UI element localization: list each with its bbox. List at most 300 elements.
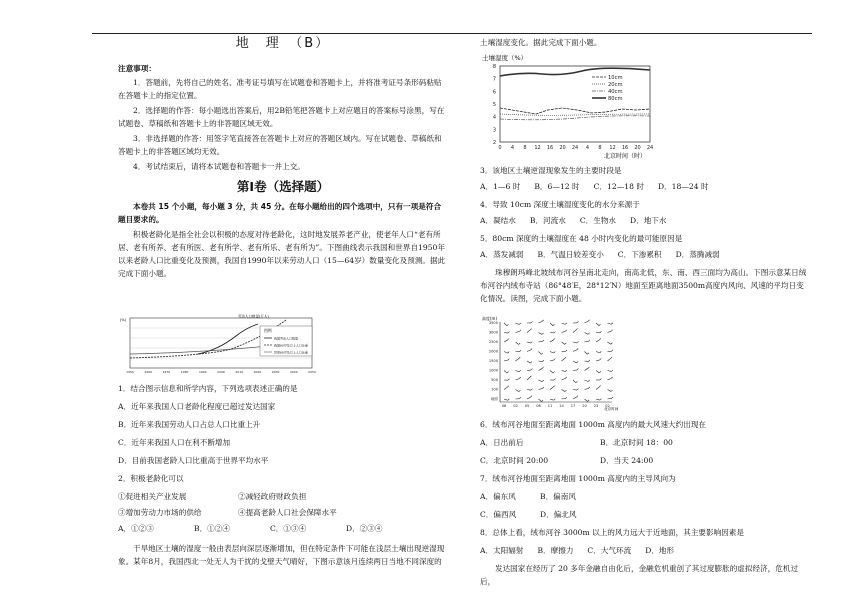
- q1-stem: 1．结合图示信息和所学内容，下列选项表述正确的是: [118, 384, 298, 393]
- wind-barb-flag: [600, 358, 602, 360]
- wind-barb: [527, 342, 531, 343]
- wind-barb: [504, 360, 508, 361]
- passage-3: 珠穆朗玛峰北坡绒布河谷呈南北走向，南高北低，东、南、西三面均为高山。下图示意某日绒布河谷内绒布寺站（86°48′E，28°12′N）地面至距离地面3500m高度内风向、风速的平均日变化情况。读图，完成下面小题。: [480, 268, 807, 303]
- wind-barb-flag: [530, 362, 532, 364]
- notice-item-3: 3．非选择题的作答：用签字笔直接答在答题卡上对应的答题区域内。写在试题卷、草稿纸和答题卡上的非答题区域均无效。: [118, 134, 442, 156]
- wind-barb-flag: [553, 386, 555, 388]
- wind-barb: [550, 360, 554, 361]
- q4-stem: 4．导致 10cm 深度土壤湿度变化的水分来源于: [480, 200, 640, 209]
- chart2-y-tick: 3: [492, 127, 496, 134]
- chart1-legend-1: 我国60岁及以上人口比重: [274, 343, 308, 348]
- q3-stem: 3．该地区土壤逆湿现象发生的主要时段是: [480, 166, 622, 175]
- chart2-y-tick: 6: [492, 89, 496, 96]
- chart2-x-tick: 4: [585, 145, 590, 151]
- wind-barb: [562, 331, 566, 332]
- wind-barb-flag: [542, 367, 544, 369]
- chart3-y-tick: 2000: [488, 349, 498, 354]
- wind-barb-flag: [611, 330, 613, 332]
- wind-barb: [504, 399, 508, 400]
- chart1-x-tick: 2020: [253, 370, 262, 374]
- wind-barb: [608, 323, 612, 324]
- q2-options: [118, 522, 448, 535]
- chart3-y-tick: 3500: [488, 321, 498, 325]
- chart2-x-tick: 12: [609, 145, 616, 151]
- wind-barb-flag: [588, 333, 590, 335]
- chart2-series-20cm: [500, 114, 650, 115]
- chart2-legend-80cm: 80cm: [608, 96, 623, 102]
- wind-barb-flag: [599, 324, 601, 326]
- wind-barb: [527, 377, 530, 380]
- chart1-x-tick: 2000: [217, 370, 225, 374]
- chart3-y-tick: 100: [491, 387, 498, 392]
- chart3-y-tick: 1500: [488, 359, 498, 363]
- wind-barb-flag: [565, 377, 567, 379]
- wind-barb: [527, 350, 531, 351]
- wind-barb-flag: [577, 348, 579, 350]
- wind-barb: [585, 380, 589, 381]
- wind-barb-flag: [577, 341, 579, 343]
- chart1-ylabel: (%): [120, 318, 127, 322]
- q4-option-a: A．凝结水: [480, 216, 516, 225]
- wind-barb-flag: [542, 320, 544, 322]
- wind-barb-flag: [587, 353, 589, 355]
- chart1-x-tick: 1970: [162, 370, 171, 374]
- chart1-x-tick: 2040: [289, 370, 298, 374]
- chart2-series-10cm: [500, 108, 650, 114]
- chart3-xlabel: 北京时间: [604, 407, 619, 411]
- wind-barb-flag: [519, 343, 521, 345]
- wind-barb-flag: [611, 370, 613, 372]
- wind-barb-flag: [507, 386, 509, 388]
- wind-barb-flag: [519, 323, 521, 325]
- wind-barb-flag: [542, 360, 544, 362]
- passage-1: 积极老龄化是指全社会以积极的态度对待老龄化，这时地发展养老产业，使老年人口“老有所居、老有所养、老有所医、老有所学、老有所乐、老有所为”。下图曲线表示我国和世界自1950年以来老龄人口比重变化及预测，我国自1990年以来劳动人口（15—64岁）数量变化及预测。据此完成下面小题。: [118, 230, 446, 278]
- wind-barb: [516, 379, 520, 380]
- q6-options-row1: [480, 436, 810, 449]
- q8-option-a: A．太阳辐射: [480, 546, 524, 555]
- section-title: 第Ⅰ卷（选择题）: [236, 179, 330, 194]
- q1-option-c: C．近年来我国人口在利不断增加: [118, 438, 231, 447]
- q5-option-c: C．下渗累积: [617, 250, 662, 259]
- wind-barb-flag: [588, 360, 590, 362]
- wind-barb-flag: [553, 324, 555, 326]
- wind-barb-flag: [611, 390, 613, 392]
- wind-barb-flag: [588, 387, 590, 389]
- wind-barb-flag: [542, 380, 544, 382]
- q7-options-row2: [480, 508, 810, 521]
- wind-barb: [504, 352, 508, 354]
- q7-option-a: A．偏东风: [480, 492, 516, 501]
- chart2-xlabel: 北京时间（时）: [604, 153, 647, 160]
- wind-barb-flag: [508, 379, 510, 381]
- wind-barb: [585, 341, 589, 342]
- chart3-x-tick: 14: [559, 404, 564, 408]
- chart1-legend-2: 世界60岁及以上人口比重: [274, 350, 308, 355]
- wind-barb-flag: [508, 359, 510, 361]
- wind-barb: [596, 387, 599, 389]
- chart2-legend-10cm: 10cm: [608, 75, 623, 81]
- passage-4: 发达国家在经历了 20 多年金融自由化后，金融危机重创了其过度膨胀的虚拟经济，危机过后，: [480, 564, 799, 586]
- chart1-x-tick: 1980: [180, 370, 189, 374]
- chart2-x-tick: 16: [546, 145, 554, 151]
- chart1-legend-title: 图例: [264, 328, 272, 333]
- chart3-x-tick: 11: [547, 404, 553, 408]
- wind-barb: [539, 341, 543, 342]
- wind-barb: [608, 371, 612, 372]
- wind-barb-flag: [519, 377, 521, 379]
- wind-barb-flag: [611, 350, 613, 352]
- q5-option-d: D．蒸腾减弱: [675, 250, 720, 259]
- wind-barb-flag: [531, 342, 533, 344]
- wind-barb-flag: [519, 370, 521, 372]
- wind-barb: [550, 399, 554, 400]
- wind-barb-flag: [507, 372, 509, 374]
- wind-barb-flag: [531, 396, 533, 398]
- wind-barb: [562, 379, 566, 380]
- chart2-y-tick: 7: [492, 76, 496, 83]
- wind-barb: [539, 333, 542, 335]
- chart2-x-tick: 24: [571, 145, 579, 151]
- q6-option-d: D．当天 24:00: [600, 456, 654, 465]
- chart2-ylabel: 土壤湿度（%）: [482, 54, 528, 62]
- wind-barb-flag: [554, 358, 556, 360]
- wind-barb-flag: [611, 323, 613, 325]
- wind-barb-flag: [553, 338, 555, 340]
- wind-barb-flag: [565, 390, 567, 392]
- wind-barb: [516, 371, 520, 372]
- wind-barb-flag: [588, 367, 590, 369]
- wind-barb-flag: [554, 351, 556, 353]
- q3-option-d: D．18—24 时: [657, 182, 709, 191]
- wind-barb: [608, 331, 612, 332]
- wind-barb: [539, 321, 543, 323]
- wind-barb: [585, 333, 589, 335]
- q6-option-b: B．北京时间 18：00: [600, 438, 673, 447]
- q4-option-d: D．地下水: [630, 216, 667, 225]
- wind-barb-flag: [519, 397, 521, 399]
- wind-barb: [539, 352, 542, 355]
- wind-barb: [608, 378, 612, 380]
- q1-option-a: A．近年来我国人口老龄化程度已超过发达国家: [118, 402, 276, 411]
- chart1-x-tick: 1960: [144, 370, 153, 374]
- q6-option-c: C．北京时间 20:00: [480, 456, 549, 465]
- chart3-x-tick: 05: [524, 404, 530, 408]
- notice-heading: 注意事项：: [118, 64, 156, 73]
- wind-barb-flag: [531, 349, 533, 351]
- chart1-x-tick: 2030: [271, 370, 280, 374]
- chart3-ylabel: 高度(m): [482, 316, 498, 321]
- wind-barb-flag: [531, 389, 533, 391]
- wind-barb: [585, 388, 589, 389]
- chart2-x-tick: 0: [498, 145, 502, 151]
- wind-barb-flag: [600, 378, 602, 380]
- wind-barb-flag: [576, 381, 578, 383]
- wind-barb: [527, 397, 531, 399]
- wind-barb-flag: [554, 379, 556, 381]
- chart1-top-label: 劳动人口数量(万人): [238, 314, 269, 319]
- wind-barb: [562, 359, 565, 361]
- q6-option-a: A．日出前后: [480, 438, 524, 447]
- wind-barb: [562, 371, 566, 372]
- wind-barb: [573, 342, 577, 343]
- wind-barb-flag: [531, 321, 533, 323]
- wind-barb-flag: [554, 331, 556, 333]
- chart3-y-tick: 1000: [488, 368, 498, 373]
- wind-barb: [504, 340, 507, 342]
- wind-barb-flag: [530, 376, 532, 378]
- chart2-series-80cm: [500, 68, 650, 76]
- wind-barb-flag: [519, 350, 521, 352]
- wind-barb-flag: [588, 340, 590, 342]
- wind-barb: [562, 390, 565, 392]
- q7-stem: 7．绒布河谷地面至距离地面 1000m 高度内的主导风向为: [480, 474, 676, 483]
- wind-barb: [608, 398, 612, 399]
- wind-barb: [585, 321, 589, 323]
- q2-item-2: ②减轻政府财政负担: [238, 492, 307, 501]
- chart2-y-tick: 5: [492, 101, 496, 108]
- wind-barb: [516, 359, 519, 361]
- passage-2: 干旱地区土壤的湿度一般由表层向深层逐渐增加，但在特定条件下可能在浅层土壤出现逆湿现象。某年8月，我国西北一处无人为干扰的戈壁天气晴好，下图示意该月连续两日当地不同深度的: [118, 544, 445, 566]
- wind-barb-flag: [542, 333, 544, 335]
- chart3-y-tick: 3000: [488, 330, 498, 335]
- wind-barb-flag: [565, 370, 567, 372]
- chart1-x-tick: 2050: [308, 370, 316, 374]
- q2-item-4: ④提高老龄人口社会保障水平: [238, 508, 337, 517]
- section-intro: 本卷共 15 个小题，每小题 3 分，共 45 分。在每小题给出的四个选项中，只有一项是符合题目要求的。: [118, 202, 442, 224]
- wind-barb-flag: [599, 338, 601, 340]
- wind-barb: [585, 368, 588, 370]
- wind-barb-flag: [588, 380, 590, 382]
- wind-barb-flag: [507, 339, 509, 341]
- wind-barb: [573, 397, 576, 399]
- wind-barb: [596, 371, 599, 373]
- wind-barb-flag: [611, 343, 613, 345]
- wind-barb: [608, 358, 611, 361]
- soil-moisture-chart: [482, 52, 662, 160]
- q7-option-c: C．偏西风: [480, 510, 517, 519]
- wind-barb-flag: [508, 352, 510, 354]
- wind-barb-flag: [554, 399, 556, 401]
- wind-barb: [596, 352, 600, 353]
- wind-barb: [550, 387, 553, 389]
- wind-barb-flag: [577, 368, 579, 370]
- wind-barb-flag: [541, 353, 543, 355]
- wind-barb: [573, 390, 577, 391]
- q5-stem: 5．80cm 深度的土壤湿度在 48 小时内变化的最可能原因是: [480, 234, 683, 243]
- q3-option-a: A．1—6 时: [480, 182, 521, 191]
- q6-stem: 6．绒布河谷地面至距离地面 1000m 高度内的最大风速大约出现在: [480, 420, 707, 429]
- chart2-x-tick: 20: [559, 145, 566, 151]
- q7-options-row1: [480, 490, 810, 503]
- q2-option-d: D．②③④: [346, 524, 383, 533]
- chart3-x-tick: 17: [570, 404, 576, 408]
- notice-item-2: 2．选择题的作答：每小题选出答案后，用2B铅笔把答题卡上对应题目的答案标号涂黑，写在试题卷、草稿纸和答题卡上的非答题区域无效。: [118, 106, 445, 128]
- wind-barb: [573, 350, 577, 352]
- page-title: 地 理 （B）: [235, 36, 331, 51]
- wind-barb: [539, 369, 542, 371]
- wind-barb-flag: [611, 397, 613, 399]
- q4-option-b: B．河流水: [529, 216, 566, 225]
- chart2-x-tick: 24: [646, 145, 654, 151]
- q5-options: [480, 248, 810, 261]
- wind-barb-flag: [519, 390, 521, 392]
- q7-option-b: B．偏南风: [540, 492, 576, 501]
- chart3-x-tick: 23: [593, 404, 599, 408]
- wind-barb: [516, 390, 519, 392]
- chart2-x-tick: 20: [634, 145, 641, 151]
- chart3-y-tick: 地面: [490, 397, 498, 401]
- q2-option-c: C．①③④: [270, 524, 307, 533]
- wind-barb-flag: [542, 340, 544, 342]
- wind-barb: [527, 390, 531, 391]
- chart2-x-tick: 12: [534, 145, 541, 151]
- chart2-x-tick: 4: [510, 145, 515, 151]
- aging-chart: [118, 314, 323, 376]
- chart2-x-tick: 8: [523, 145, 527, 151]
- wind-barb-flag: [519, 330, 521, 332]
- wind-barb: [527, 361, 530, 363]
- wind-barb-flag: [565, 357, 567, 359]
- q8-option-b: B．摩擦力: [537, 546, 574, 555]
- chart2-y-tick: 8: [492, 63, 496, 70]
- wind-barb: [516, 342, 519, 344]
- wind-barb: [516, 323, 520, 324]
- chart3-x-tick: 08: [536, 404, 541, 408]
- wind-barb-flag: [577, 321, 579, 323]
- wind-barb-flag: [611, 377, 613, 379]
- wind-barb: [596, 340, 599, 342]
- chart2-y-tick: 4: [492, 114, 496, 121]
- chart3-x-tick: 20: [582, 404, 587, 408]
- wind-barb-flag: [530, 329, 532, 331]
- wind-barb-flag: [565, 350, 567, 352]
- chart3-y-tick: 2500: [488, 340, 498, 344]
- q8-option-c: C．大气环流: [587, 546, 632, 555]
- wind-barb: [550, 323, 553, 326]
- q8-option-d: D．地形: [645, 546, 675, 555]
- chart3-x-tick: 08: [501, 404, 507, 408]
- wind-chart: [482, 314, 632, 414]
- wind-barb-flag: [576, 361, 578, 363]
- chart2-legend-40cm: 40cm: [608, 89, 623, 95]
- wind-barb-flag: [553, 371, 555, 373]
- wind-barb: [539, 361, 543, 362]
- wind-barb-flag: [508, 332, 510, 334]
- q5-option-a: A．蒸发减弱: [480, 250, 524, 259]
- wind-barb-flag: [531, 369, 533, 371]
- notice-item-1: 1．答题前，先将自己的姓名、准考证号填写在试题卷和答题卡上，并将准考证号条形码粘贴在答题卡上的指定位置。: [118, 78, 442, 100]
- q2-option-a: A．①②③: [118, 524, 154, 533]
- wind-barb: [573, 370, 577, 371]
- chart2-x-tick: 8: [598, 145, 602, 151]
- chart2-y-tick: 2: [492, 140, 496, 146]
- wind-barb: [573, 330, 576, 333]
- wind-barb: [527, 330, 530, 332]
- wind-barb-flag: [600, 399, 602, 401]
- wind-barb: [504, 323, 507, 326]
- header-rule: [92, 33, 812, 34]
- wind-barb-flag: [507, 324, 509, 326]
- chart1-legend-0: 我国劳动人口数量: [274, 336, 299, 341]
- wind-barb: [550, 340, 553, 342]
- wind-barb: [550, 352, 554, 353]
- q1-option-d: D．目前我国老龄人口比重高于世界平均水平: [118, 456, 269, 465]
- q6-options-row2: [480, 454, 810, 467]
- wind-barb: [504, 371, 507, 374]
- chart2-legend-20cm: 20cm: [608, 82, 623, 88]
- wind-barb: [596, 323, 599, 326]
- wind-barb: [585, 352, 588, 355]
- q2-item-3: ③增加劳动力市场的供给: [118, 508, 202, 517]
- q2-items-row2: [118, 506, 448, 519]
- q2-stem: 2．积极老龄化可以: [118, 474, 184, 483]
- q4-option-c: C．生物水: [579, 216, 617, 225]
- chart1-x-tick: 1990: [198, 370, 207, 374]
- notice-item-4: 4．考试结束后，请将本试题卷和答题卡一并上交。: [133, 162, 305, 171]
- q2-items-row1: [118, 490, 448, 503]
- wind-barb-flag: [565, 343, 567, 345]
- wind-barb-flag: [565, 330, 567, 332]
- q8-options: [480, 544, 810, 557]
- wind-barb: [608, 390, 611, 392]
- q2-item-1: ①促进相关产业发展: [118, 492, 187, 501]
- wind-barb: [550, 371, 553, 373]
- q3-option-b: B．6—12 时: [534, 182, 580, 191]
- wind-barb-flag: [599, 371, 601, 373]
- wind-barb: [596, 399, 600, 400]
- wind-barb-flag: [542, 387, 544, 389]
- wind-barb: [539, 380, 543, 382]
- q3-option-c: C．12—18 时: [593, 182, 644, 191]
- q4-options: [480, 214, 810, 227]
- q8-stem: 8．总体上看，绒布河谷 3000m 以上的风力远大于近地面，其主要影响因素是: [480, 528, 744, 537]
- wind-barb: [608, 342, 611, 344]
- wind-barb: [539, 389, 543, 390]
- wind-barb: [504, 387, 507, 389]
- q2-option-b: B．①②④: [194, 524, 230, 533]
- passage-2-cont: 土壤湿度变化。据此完成下面小题。: [480, 38, 602, 47]
- wind-barb-flag: [600, 331, 602, 333]
- chart2-x-tick: 16: [621, 145, 629, 151]
- q1-option-b: B．近年来我国劳动人口占总人口比重上升: [118, 420, 261, 429]
- wind-barb: [596, 360, 600, 361]
- wind-barb: [504, 333, 508, 334]
- wind-barb-flag: [508, 399, 510, 401]
- wind-barb: [562, 342, 565, 344]
- wind-barb-flag: [600, 351, 602, 353]
- wind-barb-flag: [611, 357, 613, 359]
- wind-barb: [562, 323, 566, 324]
- wind-barb-flag: [565, 397, 567, 399]
- chart3-x-tick: 02: [605, 404, 610, 408]
- wind-barb: [585, 399, 588, 401]
- wind-barb: [516, 331, 520, 332]
- wind-barb-flag: [577, 389, 579, 391]
- wind-barb-flag: [565, 323, 567, 325]
- wind-barb-flag: [519, 357, 521, 359]
- chart3-y-tick: 500: [491, 378, 498, 382]
- q7-option-d: D．偏北风: [540, 510, 577, 519]
- chart3-x-tick: 02: [513, 404, 518, 408]
- wind-barb-flag: [599, 386, 601, 388]
- chart2-series-40cm: [500, 116, 650, 120]
- q5-option-b: B．气温日较差变小: [537, 250, 604, 259]
- wind-barb-flag: [588, 320, 590, 322]
- wind-barb-flag: [588, 400, 590, 402]
- wind-barb: [539, 399, 542, 402]
- chart1-x-tick: 2010: [235, 370, 244, 374]
- wind-barb-flag: [542, 400, 544, 402]
